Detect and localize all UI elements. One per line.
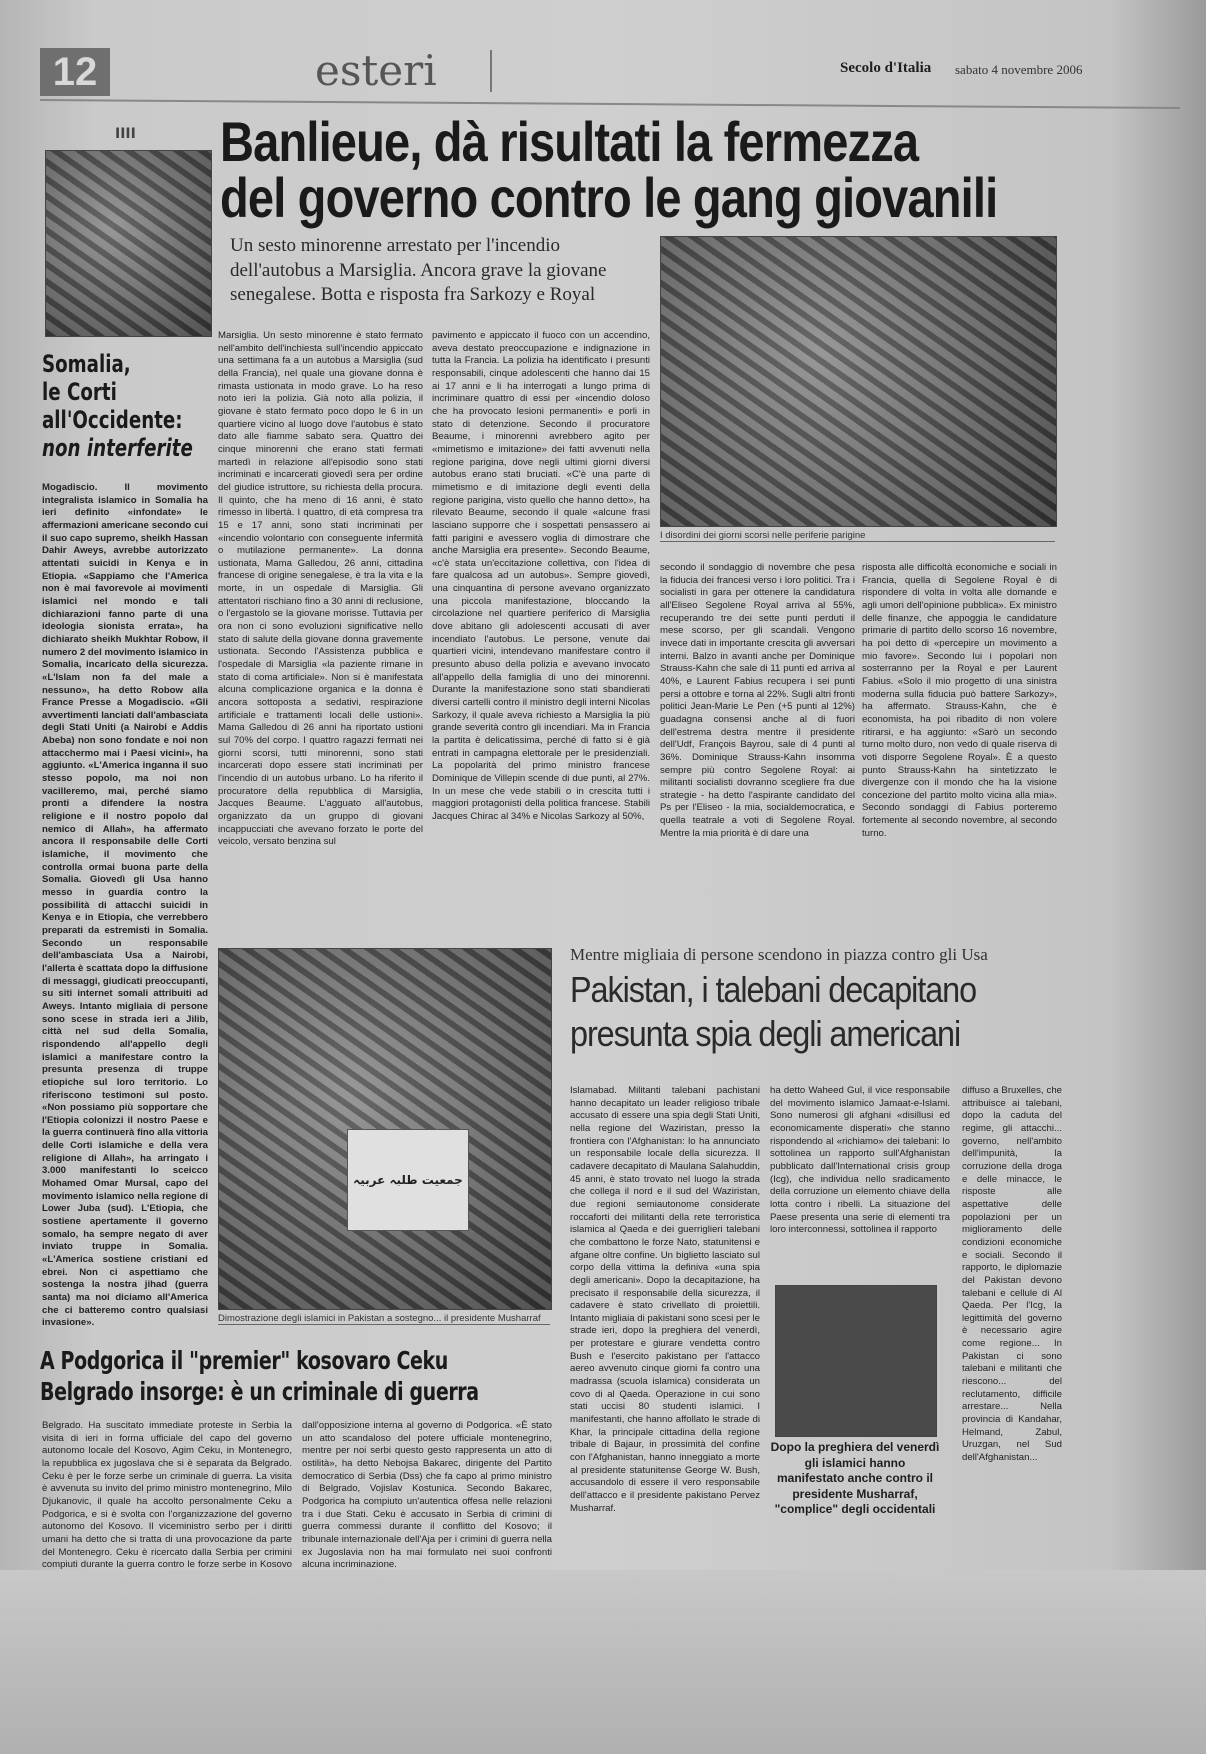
headline-line: le Corti [42, 378, 117, 407]
masthead: Secolo d'Italia [840, 60, 932, 76]
somalia-headline [42, 350, 193, 462]
banlieue-deck: Un sesto minorenne arrestato per l'incendio dell'autobus a Marsiglia. Ancora grave la giovane senegalese. Botta e risposta fra Sarkozy e Royal [230, 235, 607, 306]
pakistan-headline [570, 968, 976, 1056]
podgorica-col-1: Belgrado. Ha suscitato immediate proteste in Serbia la visita di ieri in forma ufficiale del capo del governo autonomo locale del Kosovo, Agim Ceku, in Montenegro, la repubblica ex jugoslava che si è separata da Belgrado. Ceku è per le forze serbe un criminale di guerra. La visita è avvenuta su invito del primo ministro montenegrino, Milo Djukanovic, il quale ha accolto personalmente Ceku a Podgorica, e si è svolta con l'organizzazione del governo autonomo del Kosovo. Il viceministro serbo per i diritti umani ha detto che si tratta di una provocazione da parte del Montenegro. Ceku è ricercato dalla Serbia per crimini compiuti durante la guerra contro le forze serbe in Kosovo [42, 1420, 292, 1571]
headline-line: Somalia, [42, 350, 131, 378]
pakistan-col-2: ha detto Waheed Gul, il vice responsabile del movimento islamico Jamaat-e-Islami. Sono numerosi gli afghani «disillusi ed economicamente disperati» che stanno rispondendo al «richiamo» dei talebani: lo sottolinea un rapporto sull'Afghanistan pubblicato dall'International crisis group (Icg), che individua nello sradicamento della corruzione un elemento chiave della lotta contro i ribelli. La situazione del Paese presenta una serie di elementi tra loro interconnessi, sottolinea il rapporto [770, 1085, 950, 1236]
banlieue-col-1: Marsiglia. Un sesto minorenne è stato fermato nell'ambito dell'inchiesta sull'incendio appiccato una settimana fa a un autobus a Marsiglia (sud della Francia), nel quale una giovane donna è rimasta ustionata in modo grave. Lo ha reso noto ieri la polizia. Già noto alla polizia, il giovane è stato fermato poco dopo le 6 in un quartiere vicino al luogo dove l'autobus è stato dato alle fiamme sabato sera. Quattro dei cinque minorenni che erano stati fermati martedì in relazione all'episodio sono stati incriminati e incarcerati giovedì sera per ordine del giudice istruttore, su richiesta della procura. Il quinto, che ha meno di 16 anni, è stato rimesso in libertà. I quattro, di età compresa tra 15 e 17 anni, sono stati incriminati per «incendio volontario con conseguente infermità o mutilazione permanente». La donna ustionata, Mama Galledou, 26 anni, cittadina francese di origine senegalese, è tra la vita e la morte, in un ospedale di Marsiglia. Gli attentatori rischiano fino a 30 anni di reclusione, o l'ergastolo se la giovane morisse. Tuttavia per ora non ci sono evoluzioni significative nello stato di salute della giovane donna gravemente ustionata. Secondo l'Assistenza pubblica e l'ospedale di Marsiglia «la paziente rimane in stato di coma artificiale». Non si è manifestata alcuna complicazione organica e la donna è ancora sottoposta a sedativi, respirazione artificiale e trattamenti locali delle ustioni». Mama Galledou di 26 anni ha riportato ustioni sul 70% del corpo. I quattro ragazzi fermati nei giorni scorsi, tutti minorenni, sono stati incarcerati dopo essere stati incriminati per l'incendio di un autobus urbano. Lo ha riferito il procuratore della repubblica di Marsiglia, Jacques Beaume. L'agguato all'autobus, organizzato da un gruppo di giovani incappucciati che avevano forzato le porte del veicolo, versato benzina sul [218, 330, 423, 848]
photo-caption: Dopo la preghiera del venerdì gli islamici hanno manifestato anche contro il presidente Musharraf, "complice" degli occidentali [770, 1440, 940, 1517]
section-title: esteri [315, 46, 437, 95]
headline-line: del governo contro le gang giovanili [220, 166, 998, 229]
photo-caption: Dimostrazione degli islamici in Pakistan a sostegno... il presidente Musharraf [218, 1313, 550, 1325]
banlieue-col-4: risposta alle difficoltà economiche e sociali in Francia, quella di Segolene Royal è di rispondere di volta in volta alle domande e agli umori dell'opinione pubblica». Ex ministro delle finanze, che appoggia le candidature primarie di partito dello scorso 16 novembre, ha poi detto di «percepire un movimento a mio favore». Secondo lui i popolari non sosterranno per la Royal e per Laurent Fabius. «Solo il mio progetto di una sinistra moderna sulla fiducia può battere Sarkozy», ha affermato. Strauss-Kahn, che è economista, ha poi ribadito di non volere ritirarsi, e ha aggiunto: «Sarò un secondo turno molto duro, non vedo di quale riserva di voti disporre Segolene Royal». È a questo punto Strauss-Kahn ha sintetizzato le divergenze con il mondo che ha la visione concezione del partito molto vicina alla mia». Secondo sondaggi di Fabius porteremo fortemente al secondo novembre, al secondo turno. [862, 562, 1057, 839]
headline-line: Belgrado insorge: è un criminale di guerra [40, 1377, 479, 1407]
pakistan-col-3: diffuso a Bruxelles, che attribuisce ai talebani, dopo la caduta del regime, gli attacchi... governo, nell'ambito dell'impunità, la corruzione della droga e delle minacce, le risposte alle aspettative delle popolazioni per un miglioramento delle condizioni economiche e sociali. Secondo il rapporto, le diplomazie del Pakistan devono talebani e cellule di Al Qaeda. Per l'Icg, la legittimità del governo è necessario agire come regione... In Pakistan ci sono talebani e militanti che riescono... del reclutamento, difficile arrestare... Nella provincia di Kandahar, Helmand, Zabul, Uruzgan, nel Sud dell'Afghanistan... [962, 1085, 1062, 1464]
header-rule [40, 99, 1180, 109]
logo-mark: IIII [115, 126, 136, 142]
podgorica-col-2: dall'opposizione interna al governo di Podgorica. «È stato un atto scandaloso del potere ufficiale montenegrino, mentre per noi serbi questo gesto rappresenta un atto di ostilità», ha detto Nebojsa Bakarec, dirigente del Partito democratico di Serbia (Dss) che fa capo al primo ministro di Belgrado, Vojislav Kostunica. Secondo Bakarec, Podgorica ha compiuto un'autentica offesa nelle relazioni tra i due Stati. Ceku è accusato in Serbia di crimini di guerra commessi durante il conflitto del Kosovo; il tribunale internazionale dell'Aja per i crimini di guerra nella ex Jugoslavia non ha mai formulato nei suoi confronti alcuna incriminazione. [302, 1420, 552, 1571]
banlieue-col-2: pavimento e appiccato il fuoco con un accendino, aveva destato preoccupazione e indignazione in tutta la Francia. La polizia ha identificato i presunti responsabili, cinque adolescenti che hanno dai 15 ai 17 anni e li ha interrogati a lungo prima di incriminare quattro di essi per «incendio doloso che ha provocato lesioni permanenti» e porli in stato di detenzione. Secondo il procuratore Beaume, i minorenni avrebbero agito per «mimetismo e imitazione» dei fatti avvenuti nella regione parigina, dove negli ultimi giorni diversi autobus erano stati bruciati. «C'è una parte di mimetismo e di imitazione degli eventi della regione parigina, visto quello che hanno detto», ha rilevato Beaume, secondo il quale «alcune frasi lasciano supporre che i sospettati pensassero ai fatti parigini e avessero voglia di dimostrare che anche Marsiglia era presente». Secondo Beaume, «c'è stata un'eccitazione collettiva, con l'idea di fare qualcosa ad un autobus». Sempre giovedì, una cinquantina di persone avevano organizzato una piccola manifestazione, bloccando la circolazione nel quartiere periferico di Marsiglia dove abitano gli adolescenti accusati di aver incendiato l'autobus. Le persone, venute dai quartieri vicini, intendevano manifestare contro il presunto abuso della polizia e avevano invocato all'appello della famiglia di uno dei minorenni. Durante la manifestazione sono stati sbandierati diversi cartelli contro il ministro degli interni Nicolas Sarkozy, il quale aveva richiesto a Marsiglia la più grande severità contro gli incendiari. Ma in Francia la partita è delicatissima, perché di fatto si è già entrati in campagna elettorale per le presidenziali. La popolarità del primo ministro francese Dominique de Villepin scende di due punti, al 27%. In un mese che vede stabili o in crescita tutti i maggiori protagonisti della politica francese. Stabili Jacques Chirac al 34% e Nicolas Sarkozy al 50%, [432, 330, 650, 822]
headline-line: Banlieue, dà risultati la fermezza [220, 110, 919, 173]
riot-police-photo [660, 236, 1057, 527]
protest-sign: جمعیت طلبہ عربیہ [347, 1129, 469, 1231]
somalia-photo [45, 150, 212, 337]
page-bottom-margin [0, 1570, 1206, 1754]
headline-line: Pakistan, i talebani decapitano [570, 969, 977, 1010]
headline-line: all'Occidente: [42, 406, 183, 435]
photo-caption: I disordini dei giorni scorsi nelle periferie parigine [660, 530, 1055, 542]
page-number: 12 [40, 48, 110, 96]
headline-line: non interferite [42, 434, 193, 463]
pakistan-kicker: Mentre migliaia di persone scendono in piazza contro gli Usa [570, 945, 988, 964]
protest-photo [218, 948, 552, 1310]
banlieue-col-3: secondo il sondaggio di novembre che pesa la fiducia dei francesi verso i loro politici. Tra i socialisti in gara per ottenere la candidatura all'Eliseo Segolene Royal arriva al 55%, recuperando tre dei sette punti perduti il mese scorso, per gli scandali. Vengono invece dati in importante crescita gli avversari interni. Balzo in avanti anche per Dominique Strauss-Kahn che sale di 11 punti ed arriva al 40%, e Laurent Fabius recupera i sei punti persi a ottobre e torna al 22%. Sugli altri fronti politici Jean-Marie Le Pen (+5 punti al 12%) guadagna consensi anche al di fuori dell'estrema destra mentre il presidente dell'Udf, François Bayrou, sale di 4 punti al 36%. Dominique Strauss-Kahn insomma sempre più contro Segolene Royal: ai militanti socialisti dovranno scegliere fra due strategie - ha detto l'aspirante candidato del Ps per l'Eliseo - la mia, socialdemocratica, e quella teatrale a voti di Segolene Royal. Mentre la mia priorità è di dare una [660, 562, 855, 839]
pakistan-col-1: Islamabad. Militanti talebani pachistani hanno decapitato un leader religioso tribale accusato di essere una spia degli Stati Uniti, nella regione del Waziristan, presso la frontiera con l'Afghanistan: lo ha annunciato un responsabile locale della sicurezza. Il cadavere decapitato di Maulana Salahuddin, 45 anni, è stato trovato nel luogo la strada che collega il nord e il sud del Waziristan, due regioni semiautonome considerate roccaforti dei militanti della rete terroristica islamica al Qaeda e dei guerriglieri talebani che combattono le forze Nato, statunitensi e afgane oltre confine. Un biglietto lasciato sul corpo della vittima la definiva «una spia degli americani». Dopo la decapitazione, ha precisato il responsabile della sicurezza, il cadavere è stato crivellato di proiettili. Intanto migliaia di pakistani sono scesi per le strade ieri, dopo la preghiera del venerdì, per protestare e giurare vendetta contro Bush e l'esercito pakistano per l'attacco aereo avvenuto cinque giorni fa contro una madrassa (scuola islamica) considerata un covo di al Qaeda. Operazione in cui sono stati uccisi 80 studenti islamici. I manifestanti, che hanno affollato le strade di Khar, la principale cittadina della regione tribale di Bajaur, in prossimità del confine con l'Afghanistan, hanno inneggiato a morte al presidente statunitense George W. Bush, accusandolo di essere il vero responsabile dell'attacco e il presidente pakistano Pervez Musharraf. [570, 1085, 760, 1514]
issue-date: sabato 4 novembre 2006 [955, 62, 1083, 77]
podgorica-headline [40, 1345, 479, 1408]
somalia-body: Mogadiscio. Il movimento integralista islamico in Somalia ha ieri definito «infondate» le affermazioni americane secondo cui il suo capo supremo, sheikh Hassan Dahir Aweys, avrebbe autorizzato attentati suicidi in Kenya e in Etiopia. «Sappiamo che l'America non è mai favorevole ai movimenti islamici nel mondo e tali dichiarazioni fanno parte di una ideologia sionista errata», ha dichiarato sheikh Mukhtar Robow, il numero 2 del movimento islamico in Somalia, incaricato della sicurezza. «L'Islam non fa del male a nessuno», ha detto Robow alla France Presse a Mogadiscio. «Gli avvertimenti lanciati dall'ambasciata degli Stati Uniti (a Nairobi e Addis Abeba) non sono fondate e noi non attacchermo mai i Paesi vicini», ha aggiunto. «L'America inganna il suo stesso popolo, ma noi non vacilleremo, mai, perché siamo pronti a difendere la nostra religione e il nostro popolo dal nemico di Allah», ha affermato ancora il responsabile delle Corti islamiche, il movimento che controlla ormai buona parte della Somalia. Giovedì gli Usa hanno messo in guardia contro la possibilità di attacchi suicidi in Kenya e in Etiopia, che verrebbero preparati da estremisti in Somalia. Secondo un responsabile dell'ambasciata Usa a Nairobi, l'allerta è scattata dopo la diffusione di messaggi, giudicati preoccupanti, su siti internet somali attribuiti ad Aweys. Intanto migliaia di persone sono scese in strada ieri a Jilib, città nel sud della Somalia, rispondendo all'appello degli islamici a manifestare contro la presunta presenza di truppe etiopiche sul loro territorio. Lo riferiscono testimoni sul posto. «Non possiamo più sopportare che l'Etiopia colonizzi il nostro Paese e la guerra continuerà fino alla vittoria delle Corti islamiche e della vera religione di Allah», ha arringato i 3.000 manifestanti lo sceicco Mohamed Omar Mursal, capo del movimento islamico nella regione di Lower Juba (sud). L'Etiopia, che sostiene apertamente il governo somalo, ha sempre negato di aver inviato truppe in Somalia. «L'America sostiene cristiani ed ebrei. Non ci aspettiamo che sostenga la nostra jihad (guerra santa) ma noi diciamo all'America che ci batteremo contro qualsiasi invasione». [42, 482, 208, 1329]
headline-line: presunta spia degli americani [570, 1012, 961, 1054]
headline-line: A Podgorica il "premier" kosovaro Ceku [40, 1346, 448, 1375]
section-divider [490, 50, 492, 92]
musharraf-photo [775, 1285, 937, 1437]
banlieue-headline [220, 110, 998, 229]
